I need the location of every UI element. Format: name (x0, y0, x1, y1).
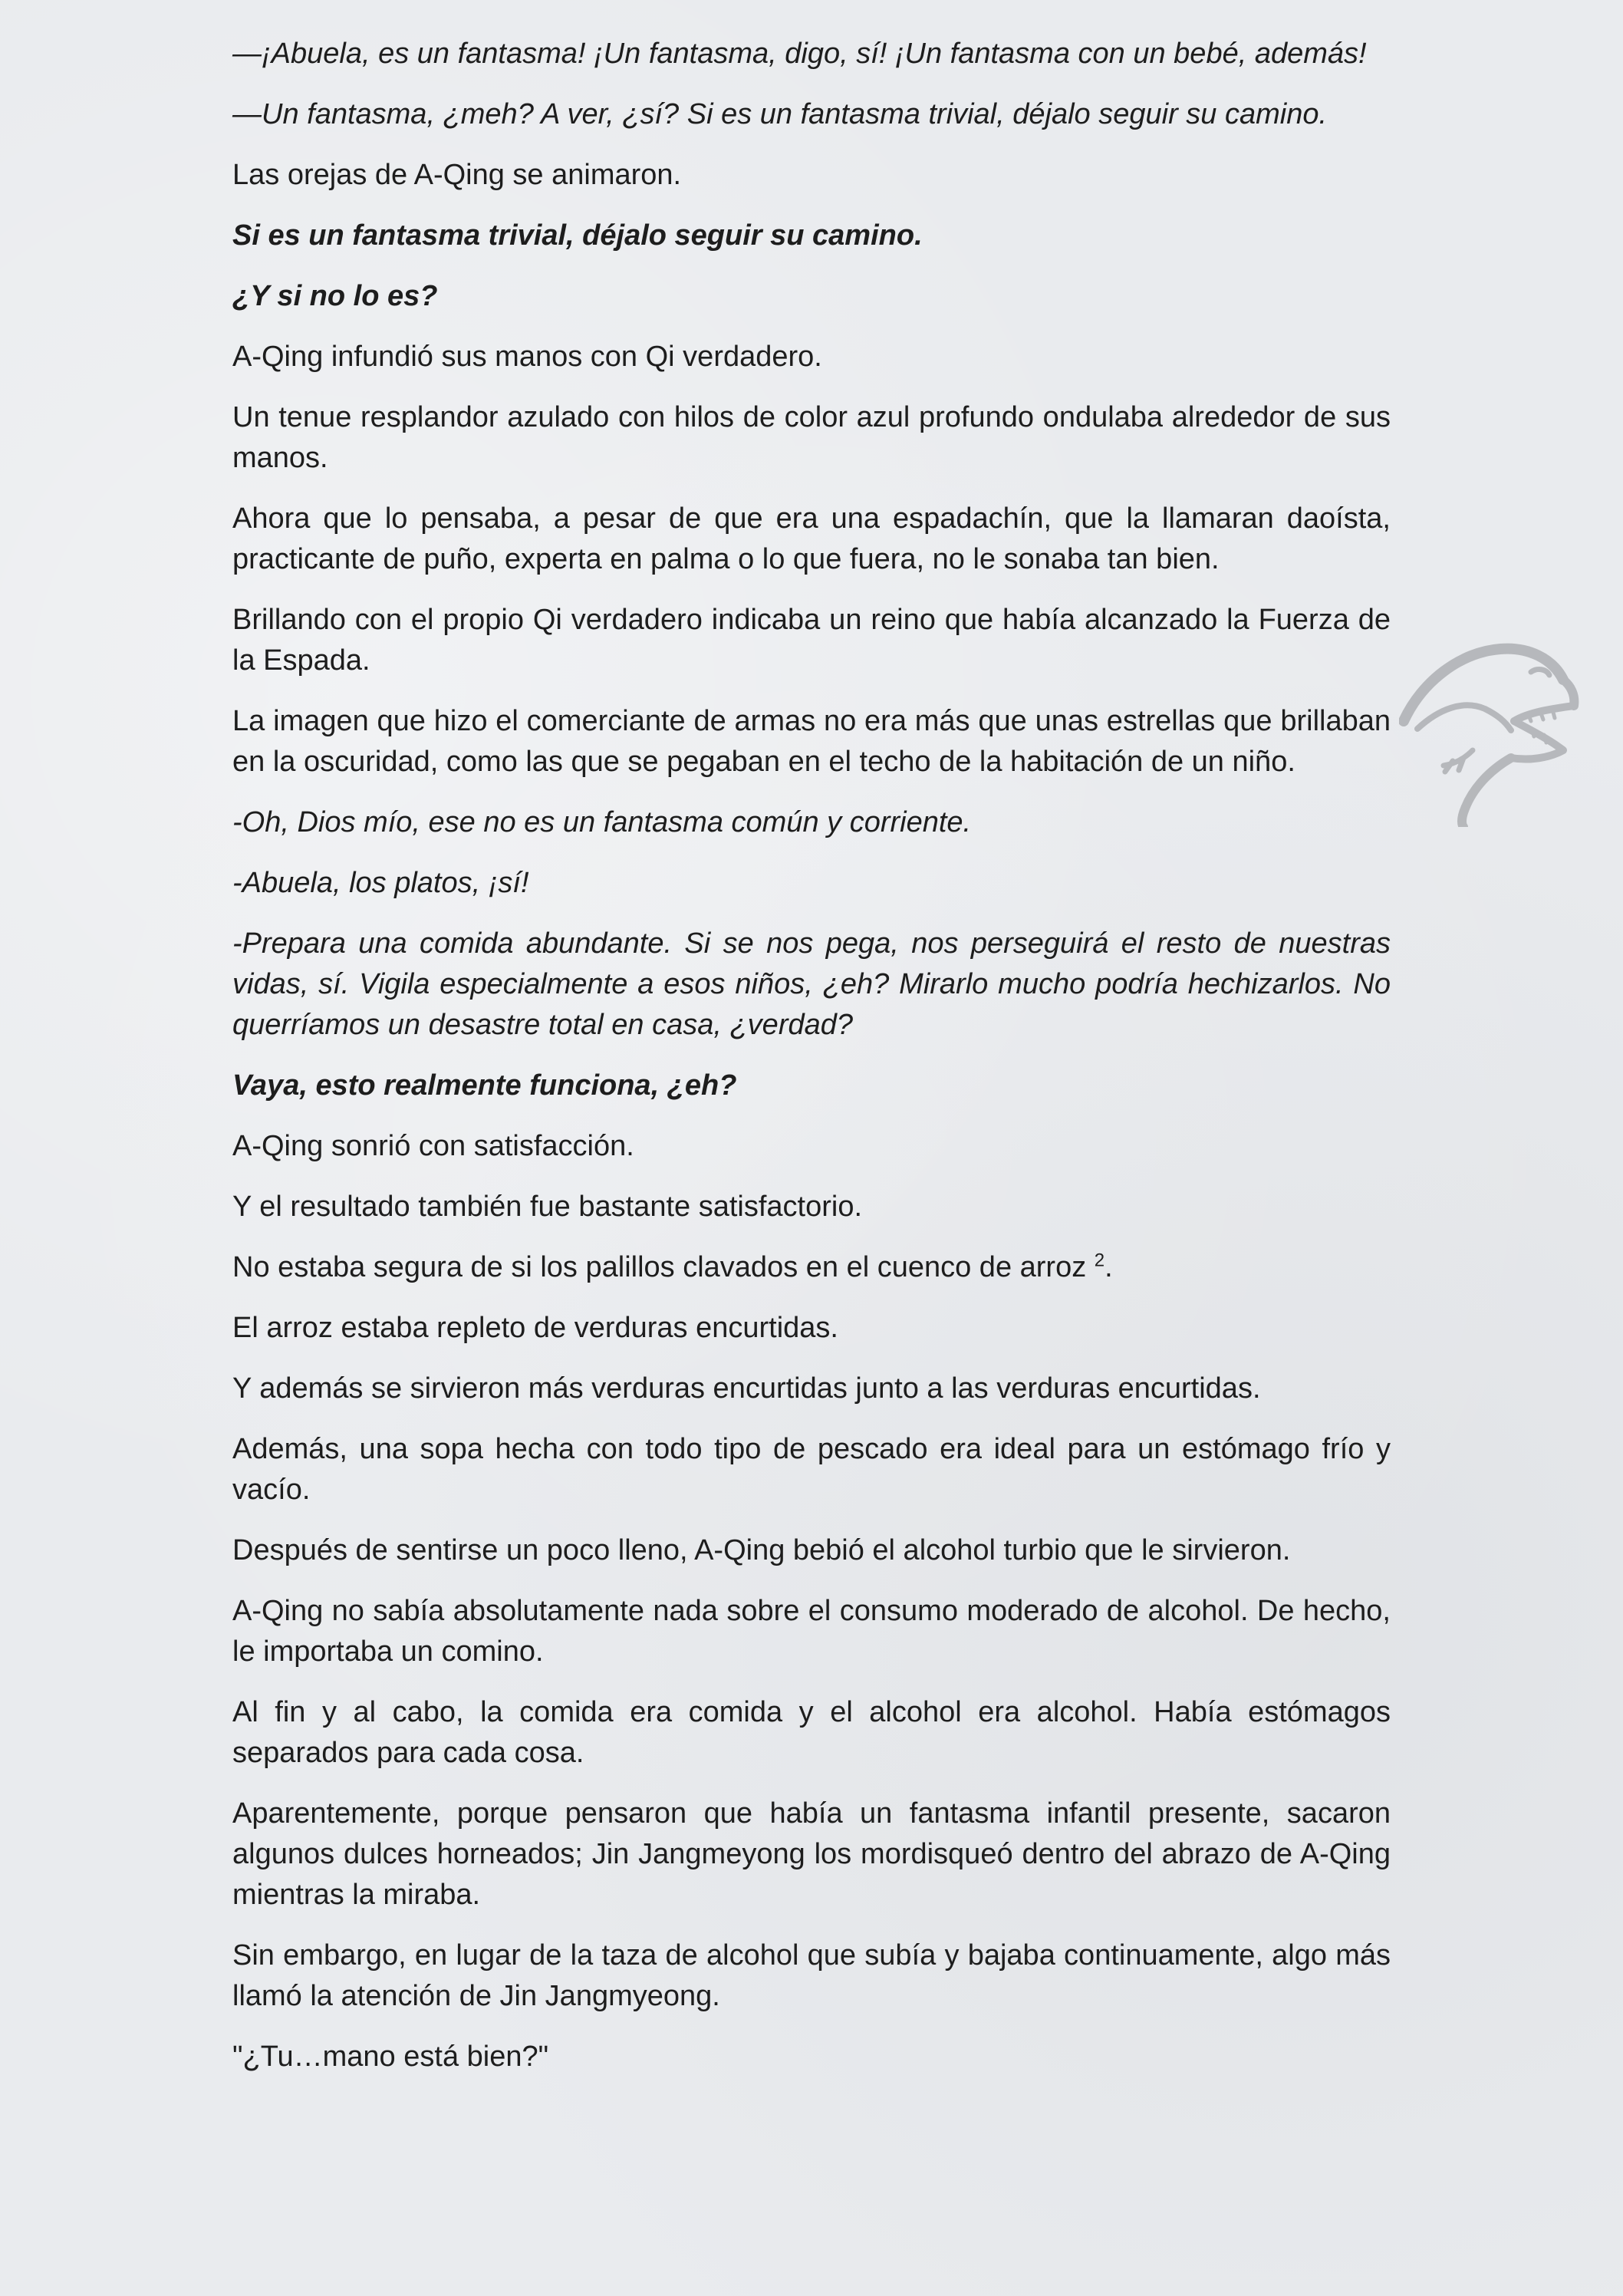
paragraph-text: -Oh, Dios mío, ese no es un fantasma común y corriente. (232, 806, 972, 838)
paragraph (232, 499, 1391, 580)
paragraph-text: Y el resultado también fue bastante satisfactorio. (232, 1191, 863, 1223)
paragraph-text: ¿Y si no lo es? (232, 280, 438, 312)
paragraph (232, 1591, 1391, 1672)
paragraph-text: -Prepara una comida abundante. Si se nos pega, nos perseguirá el resto de nuestras vidas, sí. Vigila especialmente a esos niños, ¿eh? Mirarlo mucho podría hechizarlos. No querríamos un desastre total en casa, ¿verdad? (232, 927, 1391, 1041)
paragraph-text: -Abuela, los platos, ¡sí! (232, 867, 529, 899)
paragraph-text: Sin embargo, en lugar de la taza de alcohol que subía y bajaba continuamente, algo más llamó la atención de Jin Jangmyeong. (232, 1939, 1391, 2012)
paragraph (232, 2037, 1391, 2077)
paragraph-text: Después de sentirse un poco lleno, A-Qing bebió el alcohol turbio que le sirvieron. (232, 1534, 1291, 1566)
paragraph-text: Vaya, esto realmente funciona, ¿eh? (232, 1069, 737, 1102)
paragraph-text: —¡Abuela, es un fantasma! ¡Un fantasma, digo, sí! ¡Un fantasma con un bebé, además! (232, 38, 1367, 70)
paragraph (232, 1369, 1391, 1409)
paragraph (232, 1308, 1391, 1349)
paragraph (232, 924, 1391, 1046)
paragraph (232, 1247, 1391, 1288)
paragraph-text: Las orejas de A-Qing se animaron. (232, 159, 682, 191)
paragraph-text: Si es un fantasma trivial, déjalo seguir su camino. (232, 219, 923, 252)
paragraph-text-tail: . (1104, 1251, 1113, 1283)
paragraph-text: A-Qing infundió sus manos con Qi verdadero. (232, 341, 822, 373)
paragraph (232, 276, 1391, 317)
paragraph (232, 1126, 1391, 1167)
paragraph (232, 1794, 1391, 1916)
paragraph-text: La imagen que hizo el comerciante de armas no era más que unas estrellas que brillaban en la oscuridad, como las que se pegaban en el techo de la habitación de un niño. (232, 705, 1391, 778)
paragraph (232, 863, 1391, 904)
paragraph (232, 1429, 1391, 1510)
paragraph-text: Brillando con el propio Qi verdadero indicaba un reino que había alcanzado la Fuerza de la Espada. (232, 604, 1391, 677)
paragraph-text: El arroz estaba repleto de verduras encurtidas. (232, 1312, 838, 1344)
paragraph-text: "¿Tu…mano está bien?" (232, 2041, 549, 2073)
paragraph-text: Un tenue resplandor azulado con hilos de color azul profundo ondulaba alrededor de sus manos. (232, 401, 1391, 474)
paragraph (232, 600, 1391, 681)
paragraph (232, 94, 1391, 135)
paragraph-text: No estaba segura de si los palillos clavados en el cuenco de arroz (232, 1251, 1095, 1283)
paragraph-text: Ahora que lo pensaba, a pesar de que era una espadachín, que la llamaran daoísta, practicante de puño, experta en palma o lo que fuera, no le sonaba tan bien. (232, 502, 1391, 575)
paragraph-text: Además, una sopa hecha con todo tipo de pescado era ideal para un estómago frío y vacío. (232, 1433, 1391, 1506)
paragraph (232, 34, 1391, 74)
footnote-marker: 2 (1094, 1250, 1105, 1271)
paragraph-text: —Un fantasma, ¿meh? A ver, ¿sí? Si es un fantasma trivial, déjalo seguir su camino. (232, 98, 1328, 130)
paragraph (232, 1187, 1391, 1227)
paragraph (232, 1692, 1391, 1774)
paragraph (232, 1066, 1391, 1106)
paragraph (232, 1530, 1391, 1571)
paragraph-text: Y además se sirvieron más verduras encurtidas junto a las verduras encurtidas. (232, 1372, 1261, 1405)
paragraph (232, 216, 1391, 256)
paragraph-text: A-Qing no sabía absolutamente nada sobre el consumo moderado de alcohol. De hecho, le importaba un comino. (232, 1595, 1391, 1668)
dinosaur-head-icon (1399, 635, 1582, 827)
paragraph (232, 155, 1391, 196)
paragraph (232, 397, 1391, 479)
paragraph-text: Al fin y al cabo, la comida era comida y el alcohol era alcohol. Había estómagos separados para cada cosa. (232, 1696, 1391, 1769)
paragraph-text: A-Qing sonrió con satisfacción. (232, 1130, 634, 1162)
paragraph (232, 1935, 1391, 2017)
paragraph (232, 701, 1391, 782)
paragraph (232, 802, 1391, 843)
paragraph (232, 337, 1391, 377)
text-column (232, 34, 1391, 2097)
paragraph-text: Aparentemente, porque pensaron que había un fantasma infantil presente, sacaron algunos dulces horneados; Jin Jangmeyong los mordisqueó dentro del abrazo de A-Qing mientras la miraba. (232, 1797, 1391, 1911)
